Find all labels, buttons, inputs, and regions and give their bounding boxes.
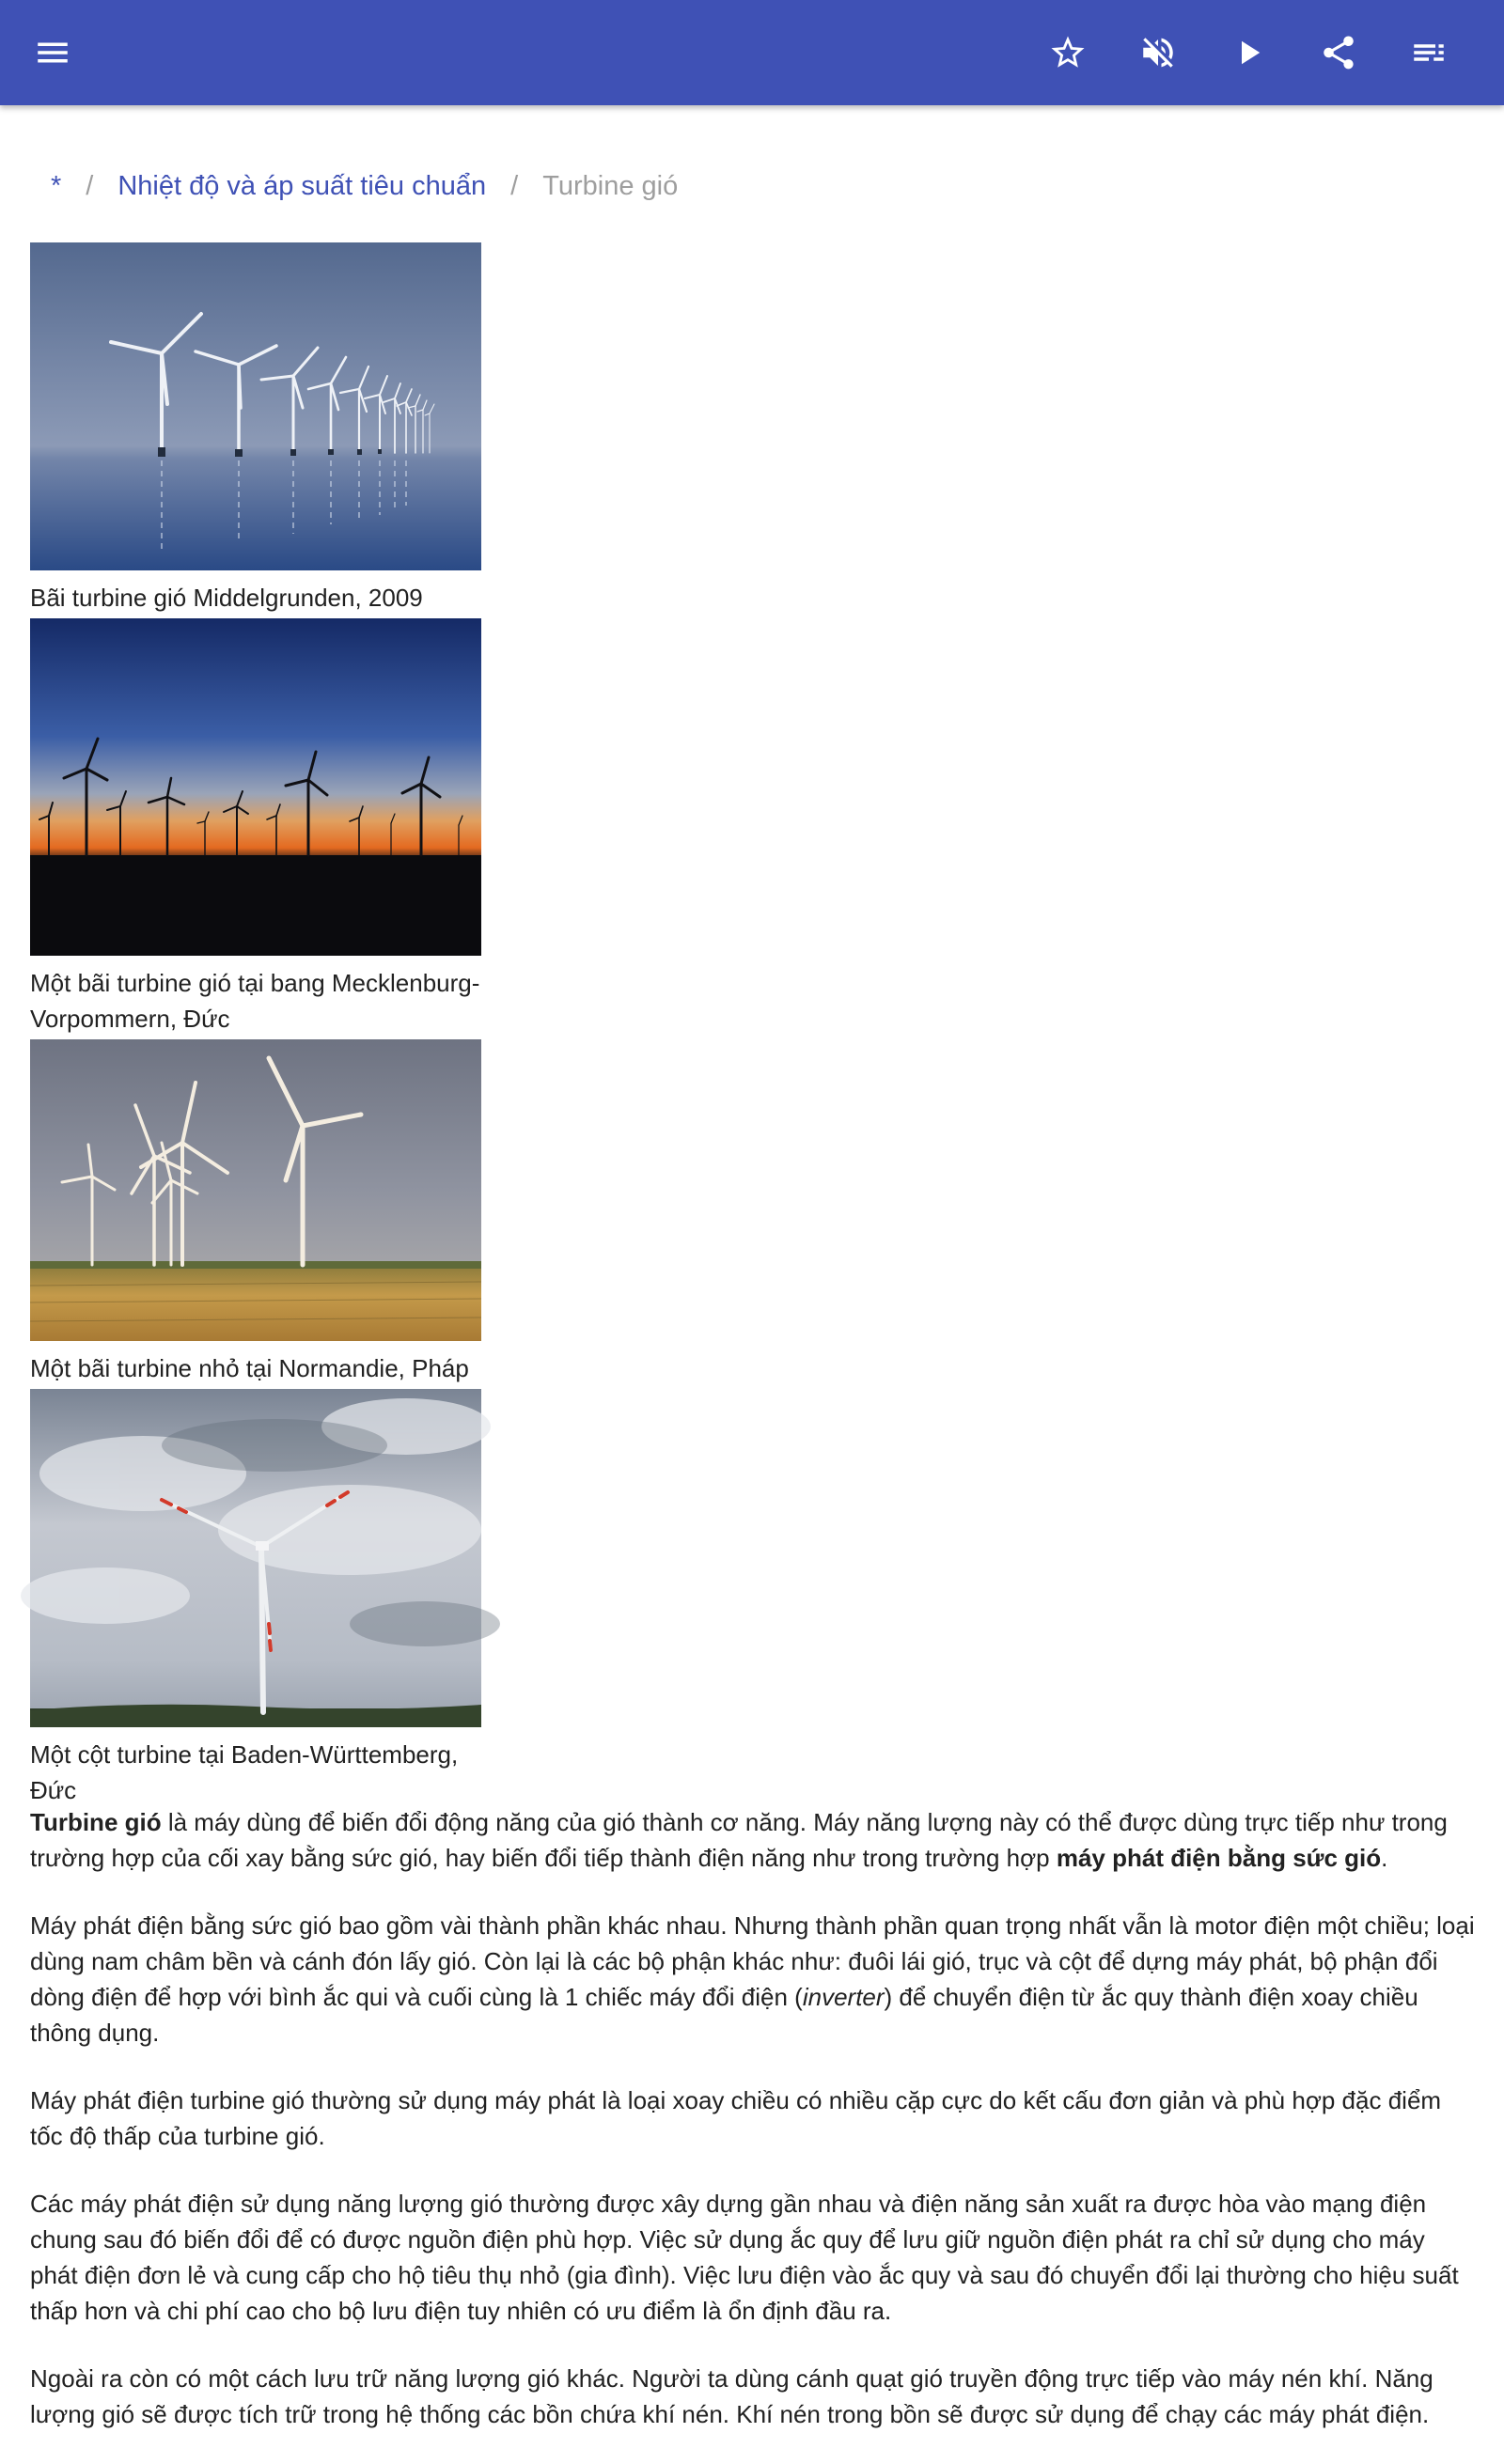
breadcrumb-parent-link[interactable]: Nhiệt độ và áp suất tiêu chuẩn	[118, 170, 487, 201]
figure-offshore-wind-farm	[30, 242, 481, 616]
article-text: ) để chuyển điện từ ắc quy thành điện xoay chiều thông dụng.	[30, 1983, 1418, 2047]
baden-wurttemberg-turbine-photo[interactable]	[30, 1389, 481, 1727]
playlist-icon[interactable]	[1402, 26, 1455, 79]
figure-caption: Bãi turbine gió Middelgrunden, 2009	[30, 584, 423, 612]
menu-icon[interactable]	[26, 26, 79, 79]
figure-normandie-turbines	[30, 1039, 481, 1386]
figure-caption: Một cột turbine tại Baden-Württemberg, Đức	[30, 1740, 459, 1804]
article-term: máy phát điện bằng sức gió	[1056, 1844, 1382, 1872]
app-bar	[0, 0, 1504, 105]
article-text: là máy dùng để biến đổi động năng của gió thành cơ năng. Máy năng lượng này có thể được dùng trực tiếp như trong trường hợp của cối xay bằng sức gió, hay biến đổi tiếp thành điện năng như trong trường hợp	[30, 1808, 1448, 1872]
star-outline-icon[interactable]	[1042, 26, 1094, 79]
breadcrumb-separator: /	[510, 170, 519, 201]
article-italic-term: inverter	[802, 1983, 885, 2011]
article-paragraph: Ngoài ra còn có một cách lưu trữ năng lượng gió khác. Người ta dùng cánh quạt gió truyền động trực tiếp vào máy nén khí. Năng lượng gió sẽ được tích trữ trong hệ thống các bồn chứa khí nén. Khí nén trong bồn sẽ được sử dụng để chạy các máy phát điện.	[30, 2364, 1434, 2428]
breadcrumb	[51, 165, 678, 207]
figure-baden-wurttemberg-turbine	[30, 1389, 481, 1808]
breadcrumb-current: Turbine gió	[542, 170, 679, 201]
play-icon[interactable]	[1222, 26, 1275, 79]
article-body	[30, 1804, 1478, 2464]
article-paragraph: Máy phát điện turbine gió thường sử dụng máy phát là loại xoay chiều có nhiều cặp cực do kết cấu đơn giản và phù hợp đặc điểm tốc độ thấp của turbine gió.	[30, 2086, 1442, 2150]
article-paragraph	[30, 1804, 1478, 1876]
breadcrumb-separator: /	[86, 170, 94, 201]
article-text: .	[1381, 1844, 1388, 1872]
normandie-turbines-photo[interactable]	[30, 1039, 481, 1341]
share-icon[interactable]	[1312, 26, 1365, 79]
sunset-wind-farm-photo[interactable]	[30, 618, 481, 956]
article-paragraph: Các máy phát điện sử dụng năng lượng gió thường được xây dựng gần nhau và điện năng sản xuất ra được hòa vào mạng điện chung sau đó biến đổi để có được nguồn điện phù hợp. Việc sử dụng ắc quy để lưu giữ nguồn điện phát ra chỉ sử dụng cho máy phát điện đơn lẻ và cung cấp cho hộ tiêu thụ nhỏ (gia đình). Việc lưu điện vào ắc quy và sau đó chuyển đổi lại thường cho hiệu suất thấp hơn và chi phí cao cho bộ lưu điện tuy nhiên có ưu điểm là ổn định đầu ra.	[30, 2190, 1459, 2325]
article-paragraph	[30, 1908, 1478, 2051]
offshore-wind-farm-photo[interactable]	[30, 242, 481, 570]
breadcrumb-root-link[interactable]: *	[51, 170, 62, 201]
article-text: Máy phát điện bằng sức gió bao gồm vài thành phần khác nhau. Nhưng thành phần quan trọng nhất vẫn là motor điện một chiều; loại dùng nam châm bền và cánh đón lấy gió. Còn lại là các bộ phận khác như: đuôi lái gió, trục và cột để dựng máy phát, bộ phận đổi dòng điện để hợp với bình ắc qui và cuối cùng là 1 chiếc máy đổi điện (	[30, 1911, 1475, 2011]
volume-off-icon[interactable]	[1132, 26, 1184, 79]
figure-caption: Một bãi turbine nhỏ tại Normandie, Pháp	[30, 1354, 469, 1382]
figure-caption: Một bãi turbine gió tại bang Mecklenburg-Vorpommern, Đức	[30, 969, 480, 1033]
article-term: Turbine gió	[30, 1808, 162, 1836]
figure-sunset-wind-farm	[30, 618, 481, 1037]
